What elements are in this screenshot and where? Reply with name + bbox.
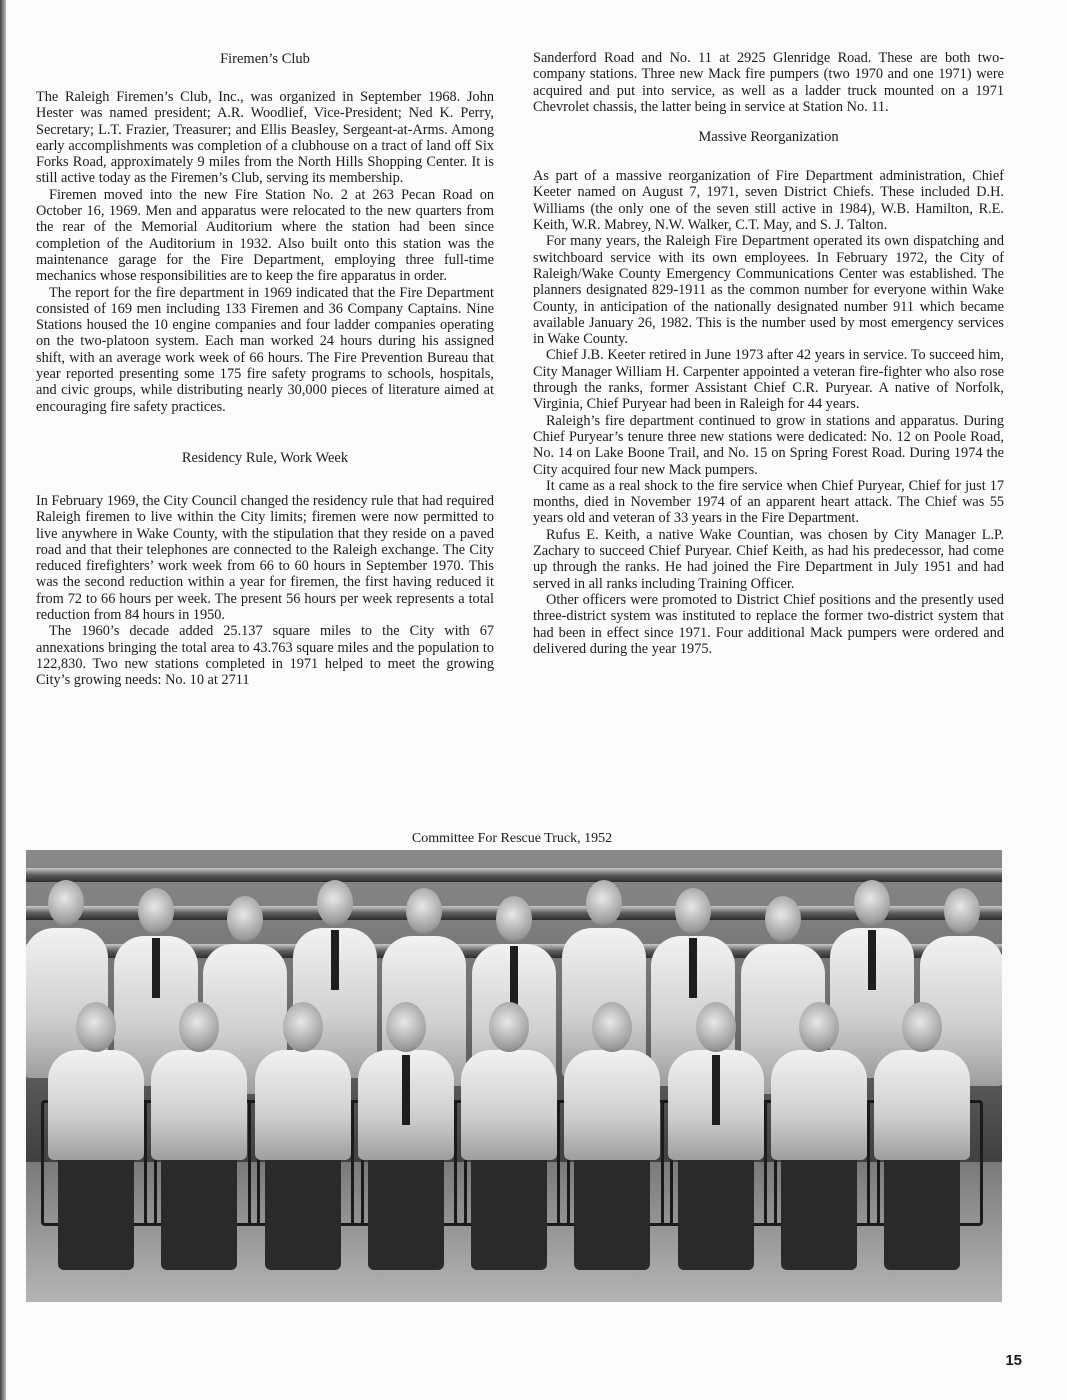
section-heading-massive-reorganization: Massive Reorganization [698,129,839,146]
section-heading-residency-rule: Residency Rule, Work Week [181,449,349,466]
paragraph: Rufus E. Keith, a native Wake Countian, was chosen by City Manager L.P. Zachary to succeed Chief Puryear. Chief Keith, as had his predecessor, had come up through the ranks. He had joined the Fire Department in July 1951 and had served in all ranks including Training Officer. [533,526,1004,592]
left-column [36,50,494,689]
seated-person-legs [574,1150,650,1270]
seated-person-head [283,1002,323,1052]
standing-person-head [586,880,622,926]
seated-person-torso [461,1050,557,1160]
standing-person-head [675,888,711,934]
seated-person-legs [58,1150,134,1270]
page-binding-shadow [0,0,6,1400]
seated-person-legs [265,1150,341,1270]
standing-person-head [138,888,174,934]
seated-person-head [489,1002,529,1052]
necktie [152,938,160,998]
seated-person-legs [678,1150,754,1270]
standing-person-head [227,896,263,942]
paragraph: It came as a real shock to the fire service when Chief Puryear, Chief for just 17 months, died in November 1974 of an apparent heart attack. The Chief was 55 years old and veteran of 33 years in the Fire Department. [533,477,1004,527]
seated-person-torso [151,1050,247,1160]
necktie [510,946,518,1006]
necktie [331,930,339,990]
necktie [712,1055,720,1125]
standing-person-head [496,896,532,942]
seated-person-torso [771,1050,867,1160]
seated-person-torso [255,1050,351,1160]
paragraph: The 1960’s decade added 25.137 square miles to the City with 67 annexations bringing the total area to 43.763 square miles and the population to 122,830. Two new stations completed in 1971 helped to meet the growing City’s growing needs: No. 10 at 2711 [36,623,494,689]
paragraph: For many years, the Raleigh Fire Department operated its own dispatching and switchboard service with its own employees. In February 1972, the City of Raleigh/Wake County Emergency Communications Center was established. The planners designated 829-1911 as the common number for everyone within Wake County, in anticipation of the nationally designated number 911 which became available January 26, 1982. This is the number used by most emergency services in Wake County. [533,233,1004,348]
standing-person-head [765,896,801,942]
section-heading-firemens-club: Firemen’s Club [220,51,310,67]
necktie [402,1055,410,1125]
right-column [533,50,1004,657]
seated-person-legs [781,1150,857,1270]
standing-person-head [944,888,980,934]
seated-person-head [902,1002,942,1052]
seated-person-legs [368,1150,444,1270]
seated-person-head [799,1002,839,1052]
page-number: 15 [1005,1352,1022,1369]
paragraph: Chief J.B. Keeter retired in June 1973 after 42 years in service. To succeed him, City Manager William H. Carpenter appointed a veteran fire-fighter who also rose through the ranks, former Assistant Chief C.R. Puryear. A native of Norfolk, Virginia, Chief Puryear had been in Raleigh for 44 years. [533,347,1004,413]
group-photograph [26,850,1002,1302]
paragraph: Other officers were promoted to District Chief positions and the presently used three-district system was instituted to replace the former two-district system that had been in effect since 1971. Four additional Mack pumpers were ordered and delivered during the year 1975. [533,591,1004,657]
standing-person-head [406,888,442,934]
seated-person-torso [564,1050,660,1160]
photo-caption: Committee For Rescue Truck, 1952 [411,831,613,846]
seated-person-head [696,1002,736,1052]
seated-person-head [592,1002,632,1052]
seated-person-torso [874,1050,970,1160]
necktie [689,938,697,998]
paragraph: In February 1969, the City Council changed the residency rule that had required Raleigh firemen to live within the City limits; firemen were now permitted to live anywhere in Wake County, with the stipulation that they reside on a paved road and that their telephones are connected to the Raleigh exchange. The City reduced firefighters’ work week from 66 to 60 hours in September 1970. This was the second reduction within a year for firemen, the first having reduced it from 72 to 66 hours per week. The present 56 hours per week represents a total reduction from 84 hours in 1950. [36,492,494,624]
seated-person-legs [471,1150,547,1270]
seated-person-head [179,1002,219,1052]
paragraph: As part of a massive reorganization of Fire Department administration, Chief Keeter named on August 7, 1971, seven District Chiefs. These included D.H. Williams (the only one of the seven still active in 1984), W.B. Hamilton, R.E. Keith, W.R. Mabrey, N.W. Walker, C.T. May, and S. J. Talton. [533,168,1004,234]
paragraph: Raleigh’s fire department continued to grow in stations and apparatus. During Chief Puryear’s tenure three new stations were dedicated: No. 12 on Poole Road, No. 14 on Lake Boone Trail, and No. 15 on Spring Forest Road. During 1974 the City acquired four new Mack pumpers. [533,412,1004,478]
paragraph: The report for the fire department in 1969 indicated that the Fire Department consisted of 169 men including 133 Firemen and 36 Company Captains. Nine Stations housed the 10 engine companies and four ladder companies operating on the two-platoon system. Each man worked 24 hours during his assigned shift, with an average work week of 66 hours. The Fire Prevention Bureau that year reported presenting some 175 fire safety programs to schools, hospitals, and civic groups, while distributing nearly 30,000 pieces of literature aimed at encouraging fire safety practices. [36,284,494,415]
seated-person-head [386,1002,426,1052]
background-hose-rail [26,868,1002,882]
seated-person-legs [161,1150,237,1270]
seated-person-torso [48,1050,144,1160]
necktie [868,930,876,990]
paragraph: The Raleigh Firemen’s Club, Inc., was organized in September 1968. John Hester was named president; A.R. Woodlief, Vice-President; Ned K. Perry, Secretary; L.T. Frazier, Treasurer; and Ellis Beasley, Sergeant-at-Arms. Among early accomplishments was completion of a clubhouse on a tract of land off Six Forks Road, approximately 9 miles from the North Hills Shopping Center. It is still active today as the Firemen’s Club, serving its membership. [36,89,494,187]
seated-person-head [76,1002,116,1052]
standing-person-head [317,880,353,926]
standing-person-head [48,880,84,926]
seated-person-legs [884,1150,960,1270]
paragraph: Sanderford Road and No. 11 at 2925 Glenridge Road. These are both two-company stations. Three new Mack fire pumpers (two 1970 and one 1971) were acquired and put into service, as well as a ladder truck mounted on a 1971 Chevrolet chassis, the latter being in service at Station No. 11. [533,50,1004,115]
paragraph: Firemen moved into the new Fire Station No. 2 at 263 Pecan Road on October 16, 1969. Men and apparatus were relocated to the new quarters from the rear of the Memorial Auditorium where the station had been since completion of the Auditorium in 1932. Also built onto this station was the maintenance garage for the Fire Department, employing three full-time mechanics whose responsibilities are to keep the fire apparatus in order. [36,186,494,285]
